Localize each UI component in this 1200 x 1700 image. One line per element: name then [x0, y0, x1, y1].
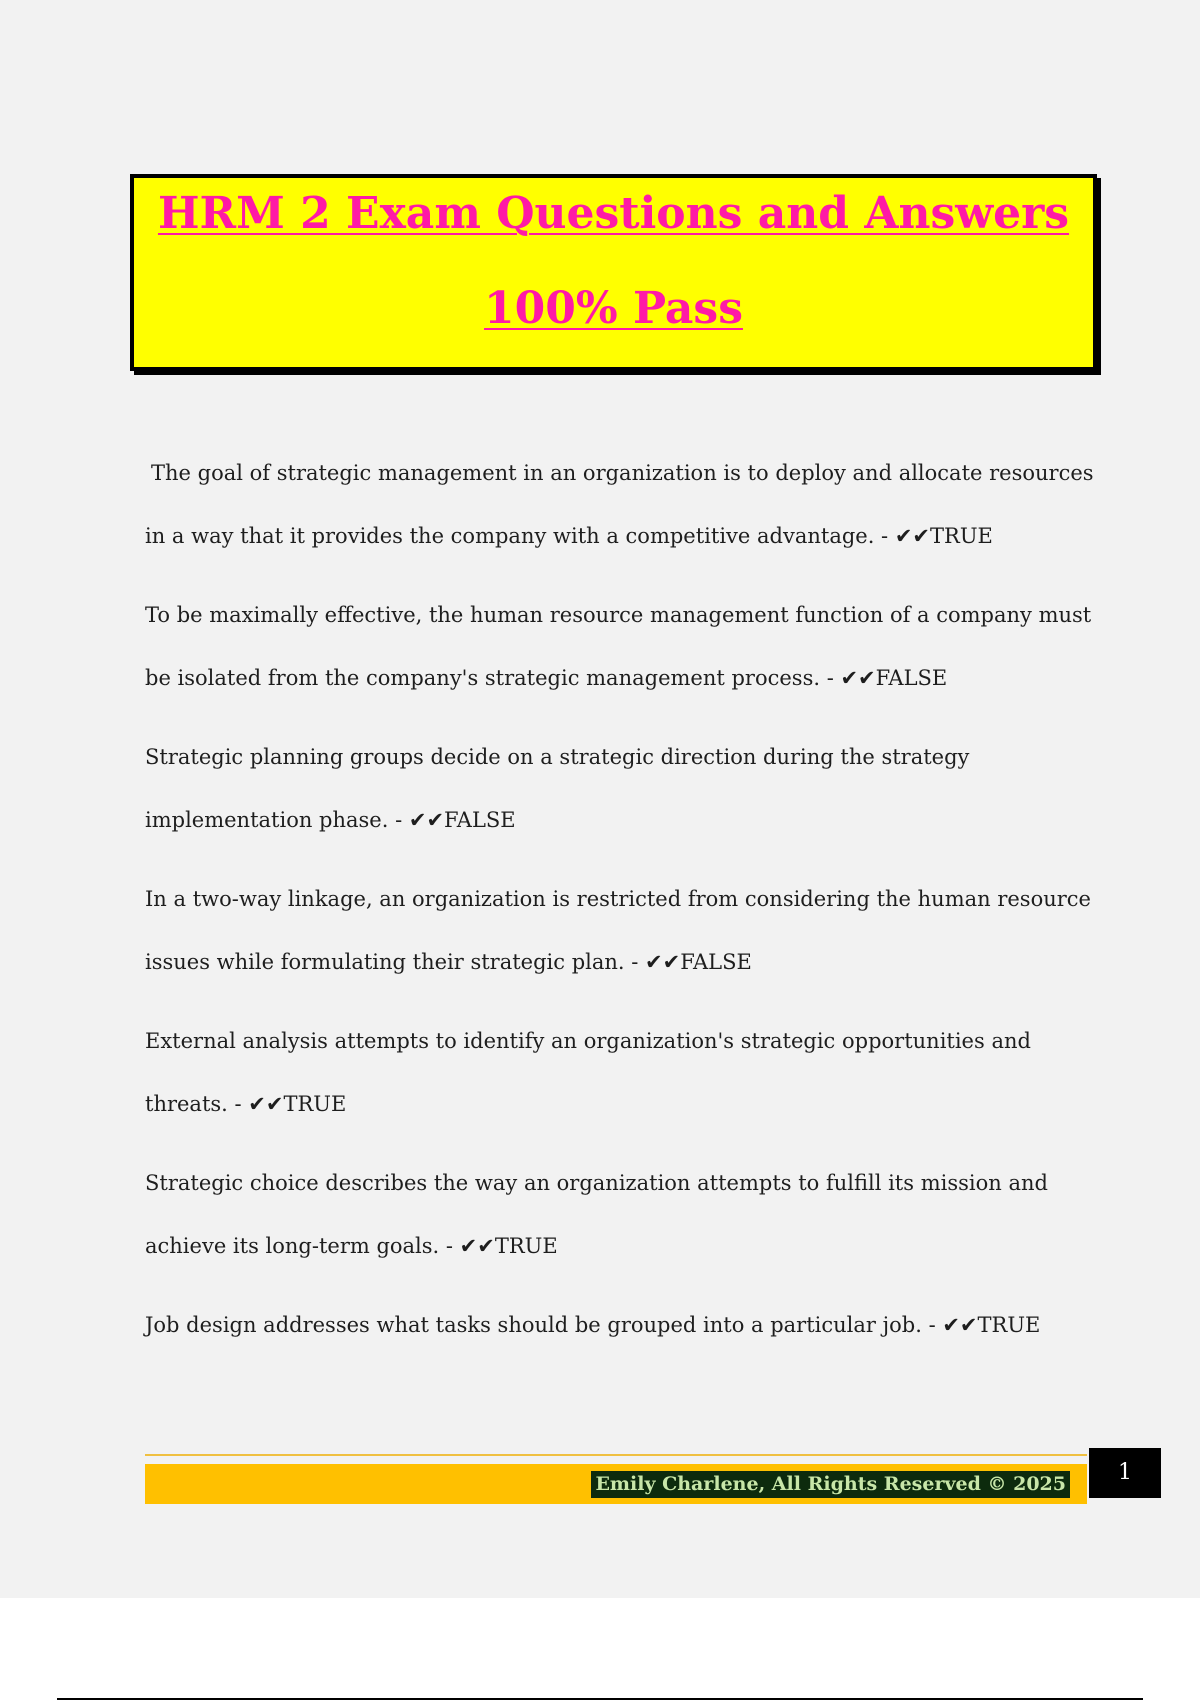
footer-divider [145, 1454, 1087, 1456]
qa-item: External analysis attempts to identify an organization's strategic opportunities and threats. - ✔✔TRUE [145, 1029, 1031, 1116]
title-box [130, 174, 1097, 371]
qa-item: The goal of strategic management in an organization is to deploy and allocate resources in a way that it provides the company with a competitive advantage. - ✔✔TRUE [145, 461, 1094, 548]
footer-copyright: Emily Charlene, All Rights Reserved © 2025 [591, 1471, 1070, 1498]
qa-item: Strategic planning groups decide on a strategic direction during the strategy implementation phase. - ✔✔FALSE [145, 745, 970, 832]
document-title: HRM 2 Exam Questions and Answers [157, 188, 1070, 239]
document-subtitle: 100% Pass [484, 283, 743, 334]
footer-bar [145, 1464, 1087, 1504]
qa-item: Job design addresses what tasks should be grouped into a particular job. - ✔✔TRUE [145, 1313, 1041, 1337]
qa-item: To be maximally effective, the human resource management function of a company must be isolated from the company's strategic management process. - ✔✔FALSE [145, 603, 1092, 690]
qa-list [145, 442, 1095, 1373]
page-number: 1 [1089, 1448, 1161, 1498]
qa-item: In a two-way linkage, an organization is restricted from considering the human resource issues while formulating their strategic plan. - ✔✔FALSE [145, 887, 1091, 974]
qa-item: Strategic choice describes the way an organization attempts to fulfill its mission and achieve its long-term goals. - ✔✔TRUE [145, 1171, 1048, 1258]
